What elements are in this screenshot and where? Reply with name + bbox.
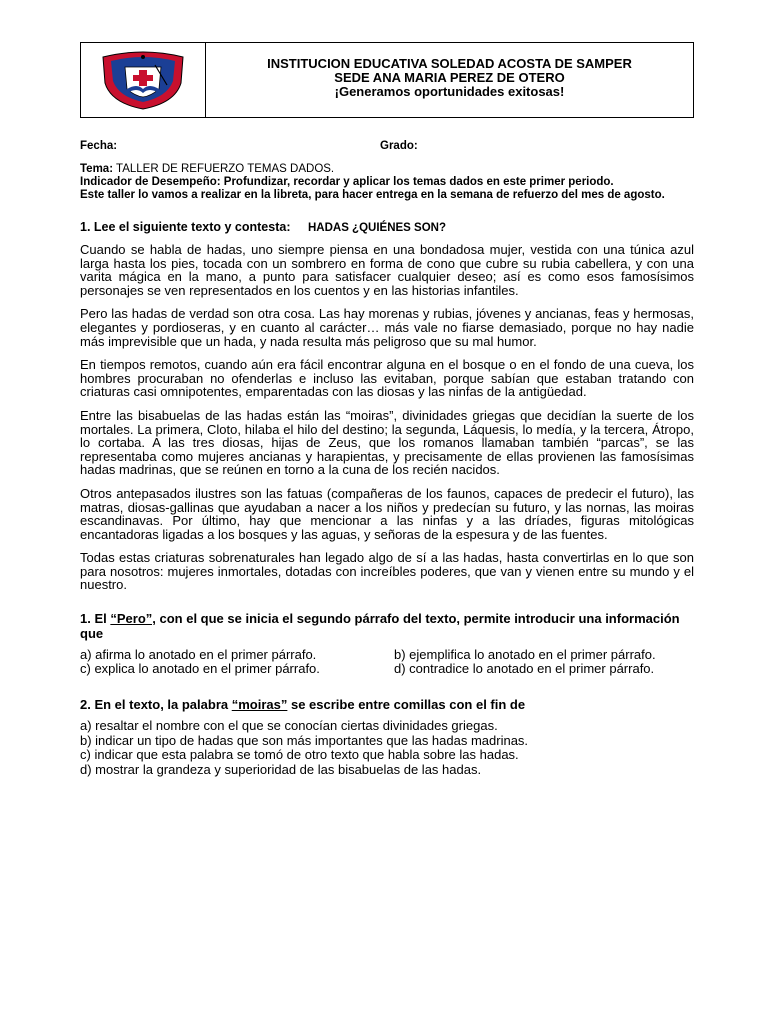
reading-paragraph: Entre las bisabuelas de las hadas están las “moiras”, divinidades griegas que decidían la suerte de los mortales. La primera, Cloto, hilaba el hilo del destino; la segunda, Láquesis, lo medía, y la tercera, Átropo, lo cortaba. A las tres diosas, hijas de Zeus, que los romanos llamaban también “parcas”, se las representaba como mujeres ancianas y harapientas, y precisamente de ellas provienen las famosísimas hadas madrinas, que se reúnen en torno a la cuna de los recién nacidos. <box>80 407 694 478</box>
reading-paragraph: Pero las hadas de verdad son otra cosa. Las hay morenas y rubias, jóvenes y ancianas, feas y hermosas, elegantes y pordioseras, y en cuanto al carácter… más vale no fiarse demasiado, porque no hay nadie más imprevisible que un hada, y nada resulta más peligroso que su mal humor. <box>80 306 694 349</box>
option-d: d) contradice lo anotado en el primer párrafo. <box>394 660 655 676</box>
reading-paragraph: En tiempos remotos, cuando aún era fácil encontrar alguna en el bosque o en el fondo de una cueva, los hombres procuraban no ofenderlas e incluso las evitaban, porque sabían que estaban tratando con criaturas casi omnipotentes, emparentadas con las diosas y las ninfas de la antigüedad. <box>80 357 694 400</box>
question-1 <box>80 611 694 641</box>
question-1-options <box>80 648 694 675</box>
question-1-keyword: “Pero”, <box>110 611 156 627</box>
campus-name: SEDE ANA MARIA PEREZ DE OTERO <box>334 70 565 85</box>
logo-cell <box>81 43 206 117</box>
performance-indicator: Indicador de Desempeño: Profundizar, recordar y aplicar los temas dados en este primer periodo. <box>80 176 614 188</box>
reading-paragraph: Otros antepasados ilustres son las fatuas (compañeras de los faunos, capaces de predecir el futuro), las matras, diosas-gallinas que ayudaban a nacer a los niños y predecían su futuro, y las nornas, las moiras escandinavas. Por último, hay que mencionar a las ninfas y a las dríades, figuras mitológicas encantadoras ligadas a los bosques y las aguas, y señoras de la espesura y de las fuentes. <box>80 485 694 542</box>
question-2-prefix: 2. En el texto, la palabra <box>80 697 232 713</box>
reading-paragraph: Todas estas criaturas sobrenaturales han legado algo de sí a las hadas, hasta convertirlas en lo que son para nosotros: mujeres inmortales, dotadas con increíbles poderes, que van y vienen entre su mundo y el nuestro. <box>80 550 694 593</box>
date-label: Fecha: <box>80 140 118 152</box>
institution-name: INSTITUCION EDUCATIVA SOLEDAD ACOSTA DE SAMPER <box>267 56 632 71</box>
option-d: d) mostrar la grandeza y superioridad de las bisabuelas de las hadas. <box>80 761 482 777</box>
topic-line <box>80 163 694 176</box>
header-table <box>80 42 694 118</box>
motto: ¡Generamos oportunidades exitosas! <box>334 84 565 99</box>
question-2 <box>80 697 694 712</box>
option-a: a) resaltar el nombre con el que se conocían ciertas divinidades griegas. <box>80 718 498 734</box>
option-c: c) indicar que esta palabra se tomó de otro texto que habla sobre las hadas. <box>80 747 519 763</box>
question-2-text: se escribe entre comillas con el fin de <box>287 697 526 713</box>
reading-title: HADAS ¿QUIÉNES SON? <box>307 222 446 234</box>
topic-label: Tema: <box>80 163 114 175</box>
question-1-text: con el que se inicia el segundo párrafo del texto, permite introducir una información que <box>80 611 680 642</box>
section-title <box>80 220 694 234</box>
date-grade-row <box>80 140 694 153</box>
topic-value: TALLER DE REFUERZO TEMAS DADOS. <box>113 163 335 175</box>
school-crest-icon <box>97 49 189 111</box>
section-instruction: 1. Lee el siguiente texto y contesta: <box>80 220 291 234</box>
question-1-prefix: 1. El <box>80 611 111 627</box>
worksheet-meta <box>80 140 694 202</box>
worksheet-page <box>80 42 694 777</box>
question-2-keyword: “moiras” <box>231 697 288 713</box>
option-c: c) explica lo anotado en el primer párrafo. <box>80 660 320 676</box>
option-a: a) afirma lo anotado en el primer párrafo. <box>80 647 317 663</box>
grade-label: Grado: <box>380 140 418 152</box>
header-title <box>206 43 693 117</box>
option-b: b) indicar un tipo de hadas que son más importantes que las hadas madrinas. <box>80 732 529 748</box>
question-2-options <box>80 719 694 777</box>
instructions: Este taller lo vamos a realizar en la libreta, para hacer entrega en la semana de refuerzo del mes de agosto. <box>80 189 665 201</box>
option-b: b) ejemplifica lo anotado en el primer párrafo. <box>394 647 656 663</box>
reading-paragraph: Cuando se habla de hadas, uno siempre piensa en una bondadosa mujer, vestida con una túnica azul larga hasta los pies, tocada con un sombrero en forma de cono que cubre su rubia cabellera, y con una varita mágica en la mano, a punto para satisfacer cualquier deseo; así es como esos famosísimos personajes se ven representados en los cuentos y en las historias infantiles. <box>80 242 694 298</box>
